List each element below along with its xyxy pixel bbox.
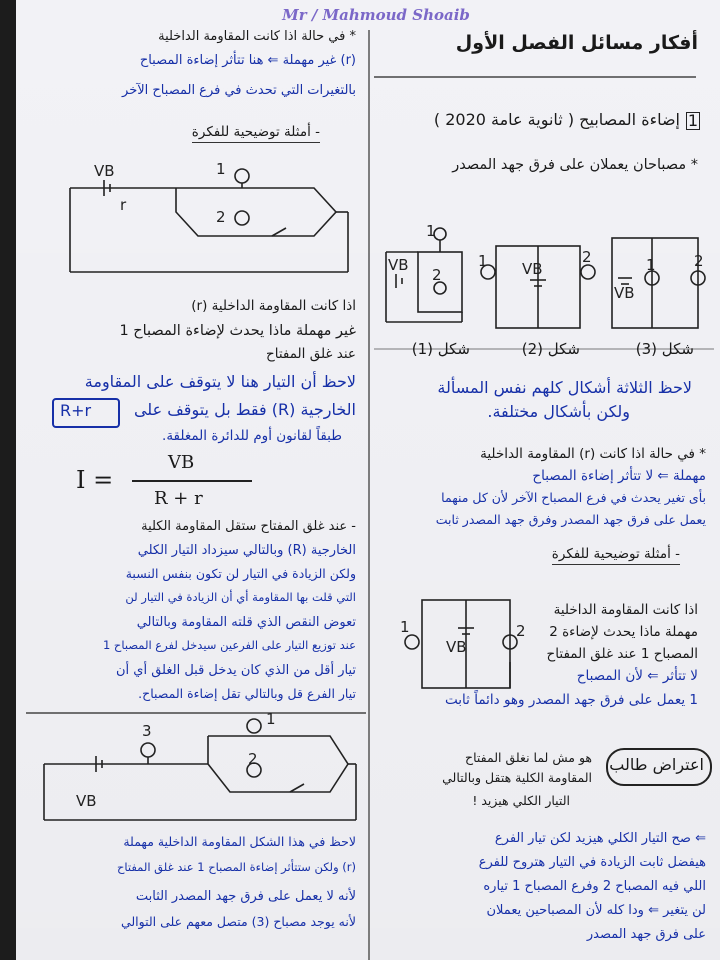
case-r-line-3: بأى تغير يحدث في فرع المصباح الآخر لأن كل منهما [441, 490, 706, 505]
left-q-line-3: عند غلق المفتاح [266, 346, 356, 362]
q-line-1: اذا كانت المقاومة الداخلية [553, 602, 698, 618]
svg-text:2: 2 [248, 750, 258, 768]
answer-line-1: ⇐ صح التيار الكلي هيزيد لكن تيار الفرع [494, 831, 706, 846]
circuit-figure-2 [478, 236, 598, 336]
svg-text:2: 2 [582, 248, 592, 266]
svg-text:1: 1 [646, 256, 656, 274]
objection-line-3: التيار الكلي هيزيد ! [472, 793, 570, 808]
svg-text:2: 2 [694, 252, 704, 270]
formula-lhs: I = [76, 466, 114, 494]
svg-text:1: 1 [216, 160, 226, 178]
case-r-line-4: يعمل على فرق جهد المصدر وفرق جهد المصدر ثابت [435, 512, 706, 527]
svg-text:VB: VB [94, 162, 115, 180]
formula-numerator: VB [168, 452, 195, 473]
expl-line-2: الخارجية (R) وبالتالي سيزداد التيار الكلي [137, 543, 356, 558]
title-underline [374, 76, 696, 78]
objection-line-2: المقاومة الكلية هتقل وبالتالي [442, 770, 592, 785]
left-note-1: لاحظ أن التيار هنا لا يتوقف على المقاومة [84, 372, 356, 391]
q-line-2: مهملة ماذا يحدث لإضاءة 2 [549, 624, 698, 640]
case-top-line-3: بالتغيرات التي تحدث في فرع المصباح الآخر [122, 83, 356, 98]
bottom-note-1: لاحظ في هذا الشكل المقاومة الداخلية مهملة [123, 834, 356, 849]
q-answer-2: 1 يعمل على فرق جهد المصدر وهو دائماً ثابت [445, 692, 698, 708]
expl-line-1: - عند غلق المفتاح ستقل المقاومة الكلية [141, 519, 356, 534]
column-divider [368, 30, 370, 960]
example-circuit-left-bottom [40, 710, 360, 826]
note-different-shapes: ولكن بأشكال مختلفة. [487, 402, 630, 421]
expl-line-4: التي قلت بها المقاومة أي أن الزيادة في التيار لن [125, 590, 356, 604]
bottom-note-3: لأنه لا يعمل على فرق جهد المصدر الثابت [135, 889, 356, 904]
expl-line-6: عند توزيع التيار على الفرعين سيدخل لفرع المصباح 1 [102, 638, 356, 652]
svg-text:VB: VB [388, 256, 409, 274]
svg-text:VB: VB [522, 260, 543, 278]
bottom-note-4: لأنه يوجد مصباح (3) متصل معهم على التوالي [120, 914, 356, 929]
q-line-3: المصباح 1 عند غلق المفتاح [546, 646, 698, 662]
bottom-note-2: (r) ولكن ستتأثر إضاءة المصباح 1 عند غلق المفتاح [116, 860, 356, 874]
figure-3-label: شكل (3) [635, 340, 694, 358]
case-r-line-2: مهملة ⇐ لا تتأثر إضاءة المصباح [532, 468, 706, 484]
objection-label: اعتراض طالب [609, 755, 704, 774]
expl-line-7: تيار أقل من الذي كان يدخل قبل الغلق أي أن [115, 663, 356, 678]
answer-line-4: لن يتغير ⇐ ودا كله لأن المصباحين يعملان [486, 903, 706, 918]
q-answer-1: لا تتأثر ⇐ لأن المصباح [576, 668, 698, 684]
svg-text:r: r [120, 196, 127, 214]
formula-fraction-bar [132, 480, 252, 482]
expl-line-8: تيار الفرع قل وبالتالي تقل إضاءة المصباح. [138, 686, 356, 701]
formula-denominator: R + r [154, 488, 203, 509]
answer-line-5: على فرق جهد المصدر [586, 927, 706, 942]
svg-text:1: 1 [426, 222, 436, 240]
left-example-heading: - أمثلة توضيحية للفكرة [192, 126, 320, 143]
figure-1-label: شكل (1) [411, 340, 470, 358]
ohm-formula [76, 448, 276, 518]
left-q-line-1: اذا كانت المقاومة الداخلية (r) [191, 298, 356, 314]
svg-text:VB: VB [614, 284, 635, 302]
notebook-page [16, 0, 720, 960]
boxed-expression-text: R+r [60, 401, 92, 420]
svg-text:2: 2 [216, 208, 226, 226]
example-circuit-left-top [66, 160, 356, 280]
expl-line-3: ولكن الزيادة في التيار لن تكون بنفس النسبة [125, 566, 356, 581]
left-note-2: الخارجية (R) فقط بل يتوقف على [133, 400, 356, 419]
svg-text:2: 2 [516, 622, 526, 640]
svg-text:3: 3 [142, 722, 152, 740]
note-three-figures: لاحظ الثلاثة أشكال كلهم نفس المسألة [437, 378, 692, 397]
svg-text:1: 1 [266, 710, 276, 728]
section1-number: 1 [687, 111, 699, 130]
case-r-line-1: * في حالة اذا كانت (r) المقاومة الداخلية [480, 446, 706, 462]
svg-text:VB: VB [76, 792, 97, 810]
objection-line-1: هو مش لما نغلق المفتاح [465, 750, 592, 765]
answer-line-3: اللي فيه المصباح 2 وفرع المصباح 1 تياره [483, 879, 706, 894]
svg-text:2: 2 [432, 266, 442, 284]
left-q-line-2: غير مهملة ماذا يحدث لإضاءة المصباح 1 [119, 323, 356, 339]
circuit-figure-1 [378, 222, 478, 332]
svg-text:VB: VB [446, 638, 467, 656]
left-section-divider [26, 712, 366, 714]
page-title: أفكار مسائل الفصل الأول [455, 32, 698, 54]
example-circuit-right [398, 592, 526, 696]
svg-text:1: 1 [400, 618, 410, 636]
svg-text:1: 1 [478, 252, 488, 270]
expl-line-5: تعوض النقص الذي قلته المقاومة وبالتالي [136, 615, 356, 630]
circuit-figure-3 [600, 230, 710, 336]
case-top-line-1: * في حالة اذا كانت المقاومة الداخلية [158, 29, 356, 44]
answer-line-2: هيفضل ثابت الزيادة في التيار هتروح للفرع [478, 855, 706, 870]
author-signature: Mr / Mahmoud Shoaib [282, 6, 470, 24]
left-note-3: طبقاً لقانون أوم للدائرة المغلقة. [162, 428, 342, 444]
case-top-line-2: (r) غير مهملة ⇐ هنا تتأثر إضاءة المصباح [139, 53, 356, 68]
section1-heading: إضاءة المصابيح ( ثانوية عامة 2020 ) [433, 110, 680, 129]
right-example-heading: - أمثلة توضيحية للفكرة [552, 548, 680, 565]
figure-2-label: شكل (2) [521, 340, 580, 358]
two-lamps-statement: * مصباحان يعملان على فرق جهد المصدر [452, 157, 698, 173]
